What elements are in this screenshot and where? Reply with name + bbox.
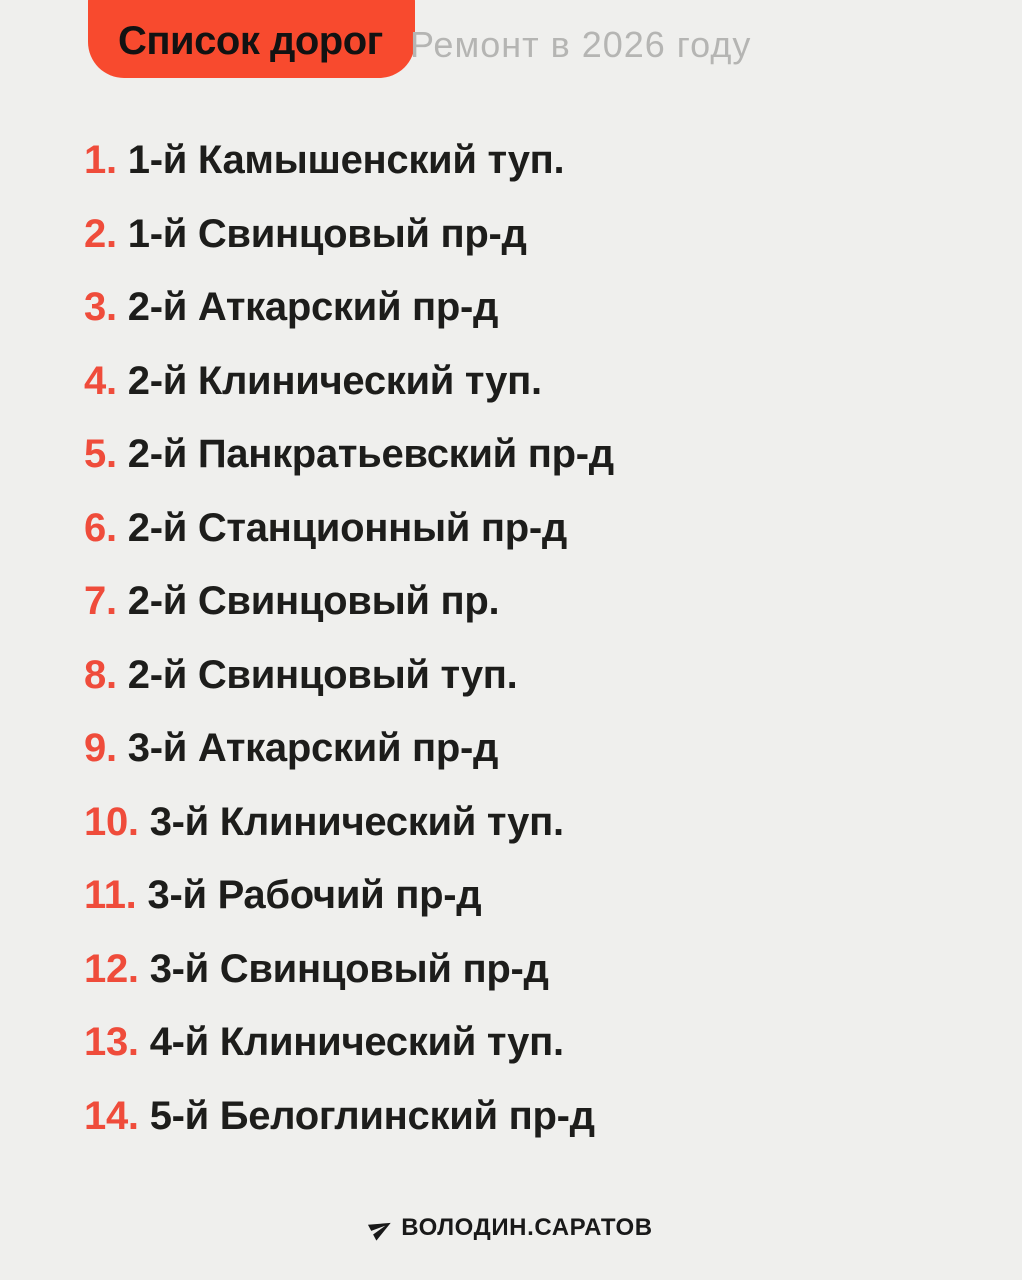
- page-title: Список дорог: [118, 19, 383, 63]
- list-item: [84, 581, 614, 621]
- list-item: [84, 358, 614, 403]
- road-number: 5.: [84, 432, 117, 476]
- road-number: 6.: [84, 505, 117, 550]
- road-name: 3-й Клинический туп.: [149, 799, 564, 844]
- road-name: 3-й Рабочий пр-д: [147, 873, 482, 917]
- list-item: [84, 652, 614, 697]
- road-name: 2-й Клинический туп.: [127, 358, 542, 403]
- road-number: 12.: [84, 946, 139, 991]
- roads-list: [84, 140, 614, 1136]
- list-item: [84, 728, 614, 768]
- road-name: 2-й Панкратьевский пр-д: [127, 432, 614, 476]
- list-item: [84, 799, 614, 844]
- road-name: 2-й Аткарский пр-д: [127, 285, 499, 329]
- paper-plane-icon: [365, 1212, 397, 1244]
- road-number: 11.: [84, 873, 137, 917]
- list-item: [84, 211, 614, 256]
- road-number: 4.: [84, 358, 117, 403]
- road-name: 1-й Камышенский туп.: [127, 138, 565, 182]
- list-item: [84, 505, 614, 550]
- road-name: 2-й Свинцовый пр.: [127, 579, 500, 623]
- road-number: 8.: [84, 652, 117, 697]
- road-name: 2-й Станционный пр-д: [127, 505, 568, 550]
- header-badge: [88, 0, 415, 78]
- channel-name: ВОЛОДИН.САРАТОВ: [401, 1214, 653, 1241]
- list-item: [84, 946, 614, 991]
- header-subtitle: Ремонт в 2026 году: [410, 24, 752, 65]
- road-number: 9.: [84, 726, 117, 770]
- list-item: [84, 1022, 614, 1062]
- road-name: 2-й Свинцовый туп.: [127, 652, 518, 697]
- road-number: 1.: [84, 138, 117, 182]
- list-item: [84, 1093, 614, 1138]
- road-name: 4-й Клинический туп.: [149, 1020, 564, 1064]
- road-number: 3.: [84, 285, 117, 329]
- road-number: 13.: [84, 1020, 139, 1064]
- road-number: 7.: [84, 579, 117, 623]
- road-number: 14.: [84, 1093, 139, 1138]
- road-name: 3-й Свинцовый пр-д: [149, 946, 549, 991]
- road-number: 10.: [84, 799, 139, 844]
- channel-watermark: [0, 1214, 1022, 1242]
- road-number: 2.: [84, 211, 117, 256]
- road-name: 1-й Свинцовый пр-д: [127, 211, 527, 256]
- list-item: [84, 287, 614, 327]
- road-name: 3-й Аткарский пр-д: [127, 726, 499, 770]
- list-item: [84, 140, 614, 180]
- road-name: 5-й Белоглинский пр-д: [149, 1093, 595, 1138]
- list-item: [84, 875, 614, 915]
- list-item: [84, 434, 614, 474]
